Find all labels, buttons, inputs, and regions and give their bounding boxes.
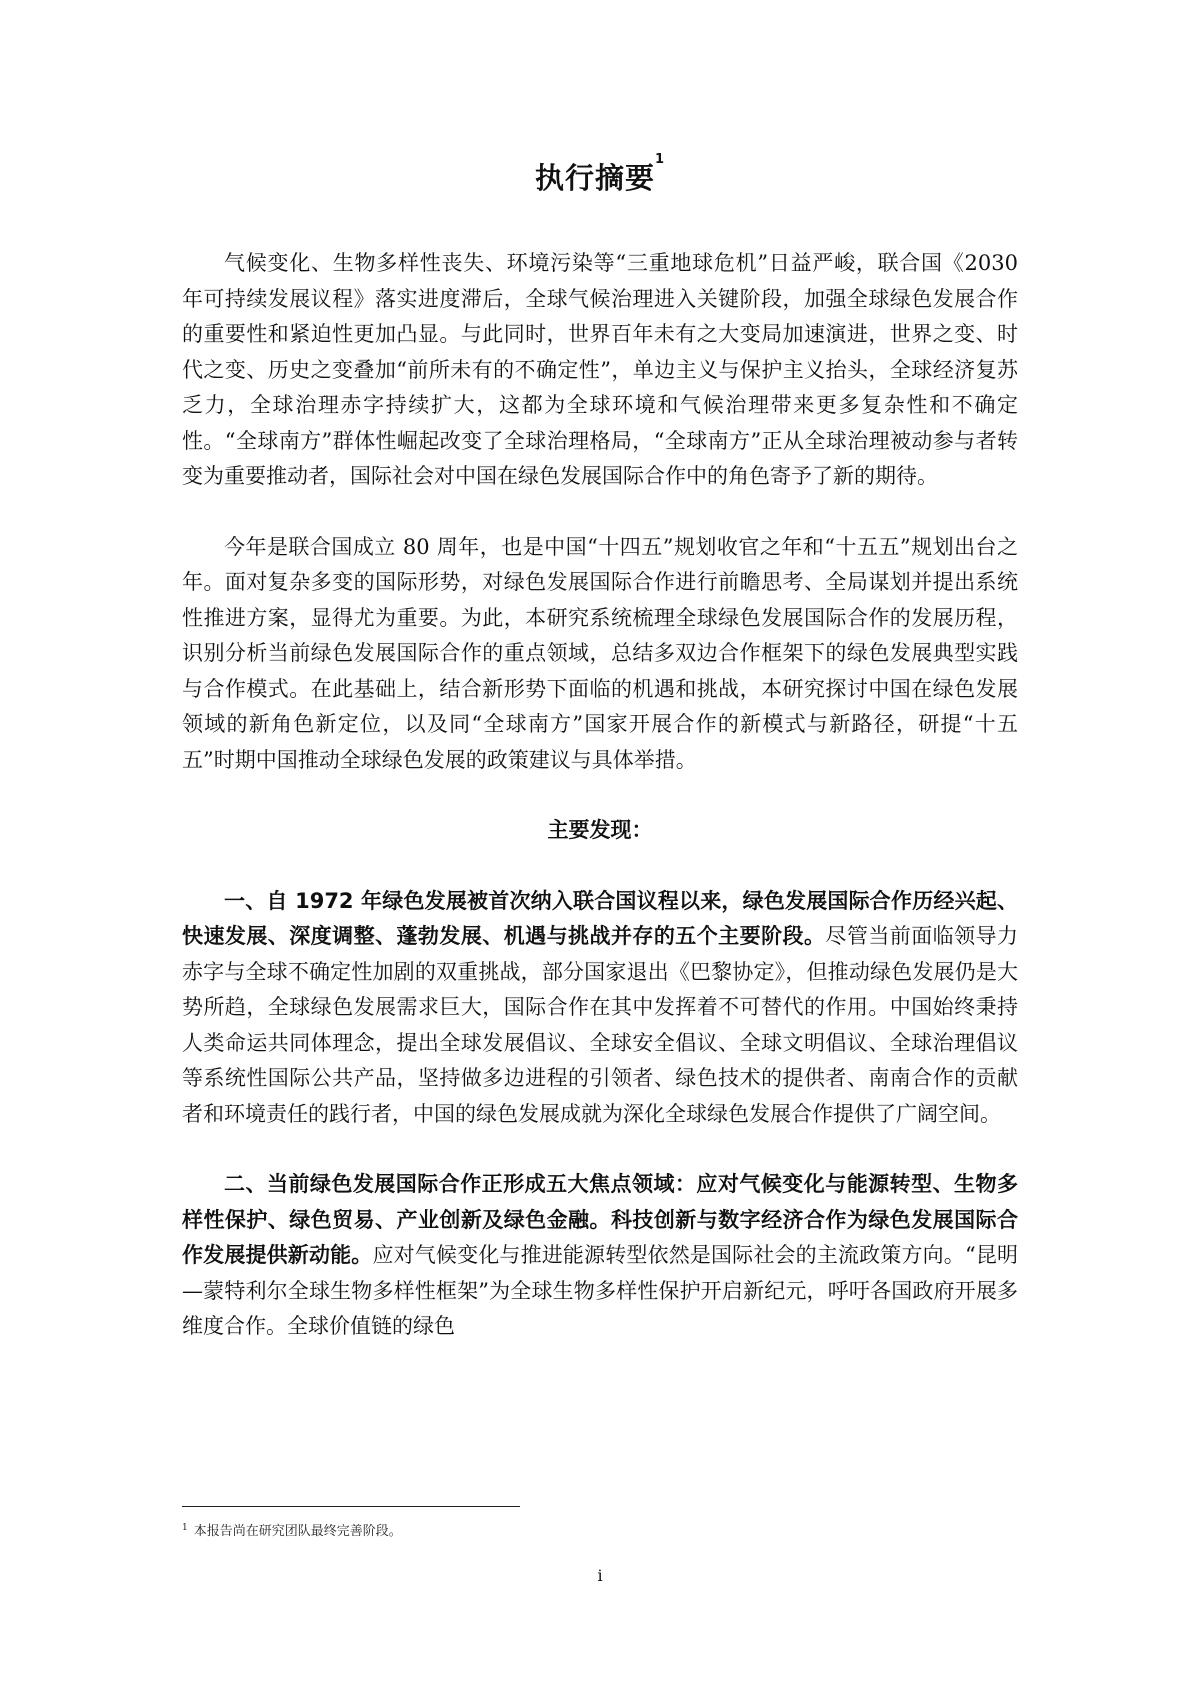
intro-paragraph-1: 气候变化、生物多样性丧失、环境污染等“三重地球危机”日益严峻，联合国《2030 年可持续发展议程》落实进度滞后，全球气候治理进入关键阶段，加强全球绿色发展合作的重要性和紧迫性更加凸显。与此同时，世界百年未有之大变局加速演进，世界之变、时代之变、历史之变叠加“前所未有的不确定性”，单边主义与保护主义抬头，全球经济复苏乏力，全球治理赤字持续扩大，这都为全球环境和气候治理带来更多复杂性和不确定性。“全球南方”群体性崛起改变了全球治理格局，“全球南方”正从全球治理被动参与者转变为重要推动者，国际社会对中国在绿色发展国际合作中的角色寄予了新的期待。 xyxy=(182,251,1018,488)
page-number: i xyxy=(597,1566,603,1585)
title-footnote-marker: 1 xyxy=(654,152,666,167)
finding-1 xyxy=(182,884,1018,1133)
body-content xyxy=(182,246,1018,1345)
footnote xyxy=(182,1520,402,1539)
finding-1-lead: 一、自 1972 年绿色发展被首次纳入联合国议程以来，绿色发展国际合作历经兴起、快速发展、深度调整、蓬勃发展、机遇与挑战并存的五个主要阶段。 xyxy=(182,888,1018,948)
footnote-marker: 1 xyxy=(182,1522,188,1533)
footnote-text: 本报告尚在研究团队最终完善阶段。 xyxy=(193,1524,402,1539)
footnote-divider xyxy=(182,1506,520,1507)
finding-1-text: 尽管当前面临领导力赤字与全球不确定性加剧的双重挑战，部分国家退出《巴黎协定》，但推动绿色发展仍是大势所趋，全球绿色发展需求巨大，国际合作在其中发挥着不可替代的作用。中国始终秉持人类命运共同体理念，提出全球发展倡议、全球安全倡议、全球文明倡议、全球治理倡议等系统性国际公共产品，坚持做多边进程的引领者、绿色技术的提供者、南南合作的贡献者和环境责任的践行者，中国的绿色发展成就为深化全球绿色发展合作提供了广阔空间。 xyxy=(182,924,1019,1126)
finding-2 xyxy=(182,1167,1018,1345)
findings-heading: 主要发现： xyxy=(547,818,653,842)
intro-paragraph-2: 今年是联合国成立 80 周年，也是中国“十四五”规划收官之年和“十五五”规划出台之年。面对复杂多变的国际形势，对绿色发展国际合作进行前瞻思考、全局谋划并提出系统性推进方案，显得尤为重要。为此，本研究系统梳理全球绿色发展国际合作的发展历程，识别分析当前绿色发展国际合作的重点领域，总结多双边合作框架下的绿色发展典型实践与合作模式。在此基础上，结合新形势下面临的机遇和挑战，本研究探讨中国在绿色发展领域的新角色新定位，以及同“全球南方”国家开展合作的新模式与新路径，研提“十五五”时期中国推动全球绿色发展的政策建议与具体举措。 xyxy=(182,534,1018,772)
finding-2-lead: 二、当前绿色发展国际合作正形成五大焦点领域：应对气候变化与能源转型、生物多样性保护、绿色贸易、产业创新及绿色金融。科技创新与数字经济合作为绿色发展国际合作发展提供新动能。 xyxy=(182,1172,1018,1267)
finding-2-text: 应对气候变化与推进能源转型依然是国际社会的主流政策方向。“昆明—蒙特利尔全球生物多样性框架”为全球生物多样性保护开启新纪元，呼吁各国政府开展多维度合作。全球价值链的绿色 xyxy=(182,1243,1019,1338)
title-text: 执行摘要 xyxy=(534,161,655,195)
page-title xyxy=(0,152,1200,197)
